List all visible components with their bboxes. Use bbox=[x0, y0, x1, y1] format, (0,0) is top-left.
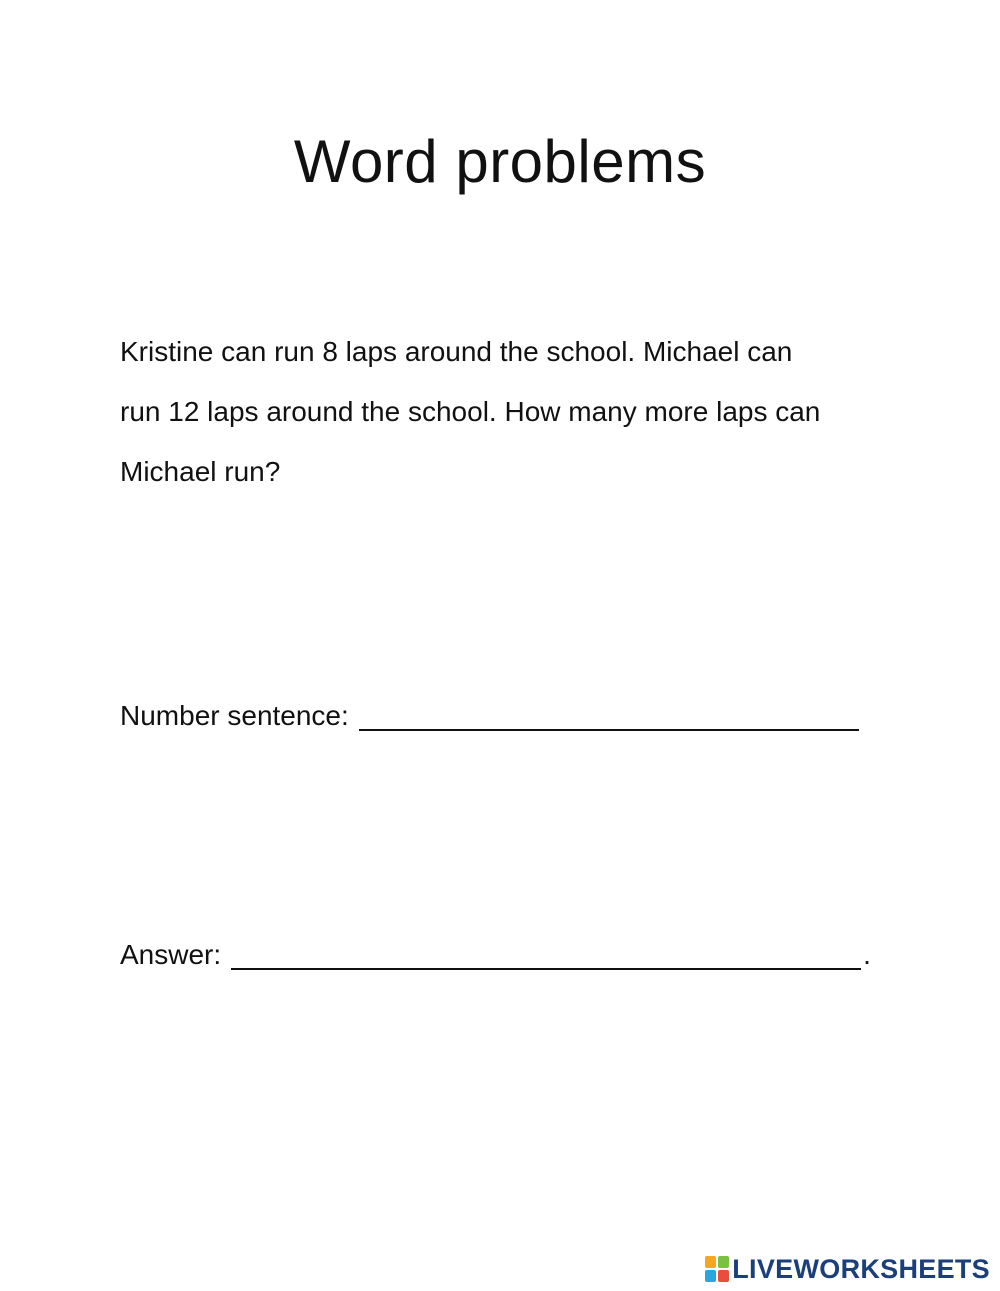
number-sentence-blank[interactable] bbox=[359, 699, 859, 731]
answer-blank[interactable] bbox=[231, 938, 861, 970]
logo-square-3 bbox=[705, 1270, 716, 1282]
problem-line-2: run 12 laps around the school. How many more laps can bbox=[120, 396, 821, 427]
liveworksheets-logo-icon bbox=[705, 1256, 729, 1282]
logo-square-2 bbox=[718, 1256, 729, 1268]
word-problem-text bbox=[120, 322, 890, 502]
number-sentence-label: Number sentence: bbox=[120, 700, 349, 731]
answer-row bbox=[120, 932, 871, 975]
number-sentence-row bbox=[120, 693, 859, 736]
liveworksheets-watermark bbox=[705, 1252, 990, 1286]
problem-line-3: Michael run? bbox=[120, 456, 281, 487]
logo-square-4 bbox=[718, 1270, 729, 1282]
answer-label: Answer: bbox=[120, 939, 222, 970]
page-title: Word problems bbox=[293, 128, 707, 195]
liveworksheets-brand-text: LIVEWORKSHEETS bbox=[732, 1253, 990, 1284]
logo-square-1 bbox=[705, 1256, 716, 1268]
answer-period: . bbox=[863, 939, 871, 970]
problem-line-1: Kristine can run 8 laps around the school. Michael can bbox=[120, 336, 793, 367]
